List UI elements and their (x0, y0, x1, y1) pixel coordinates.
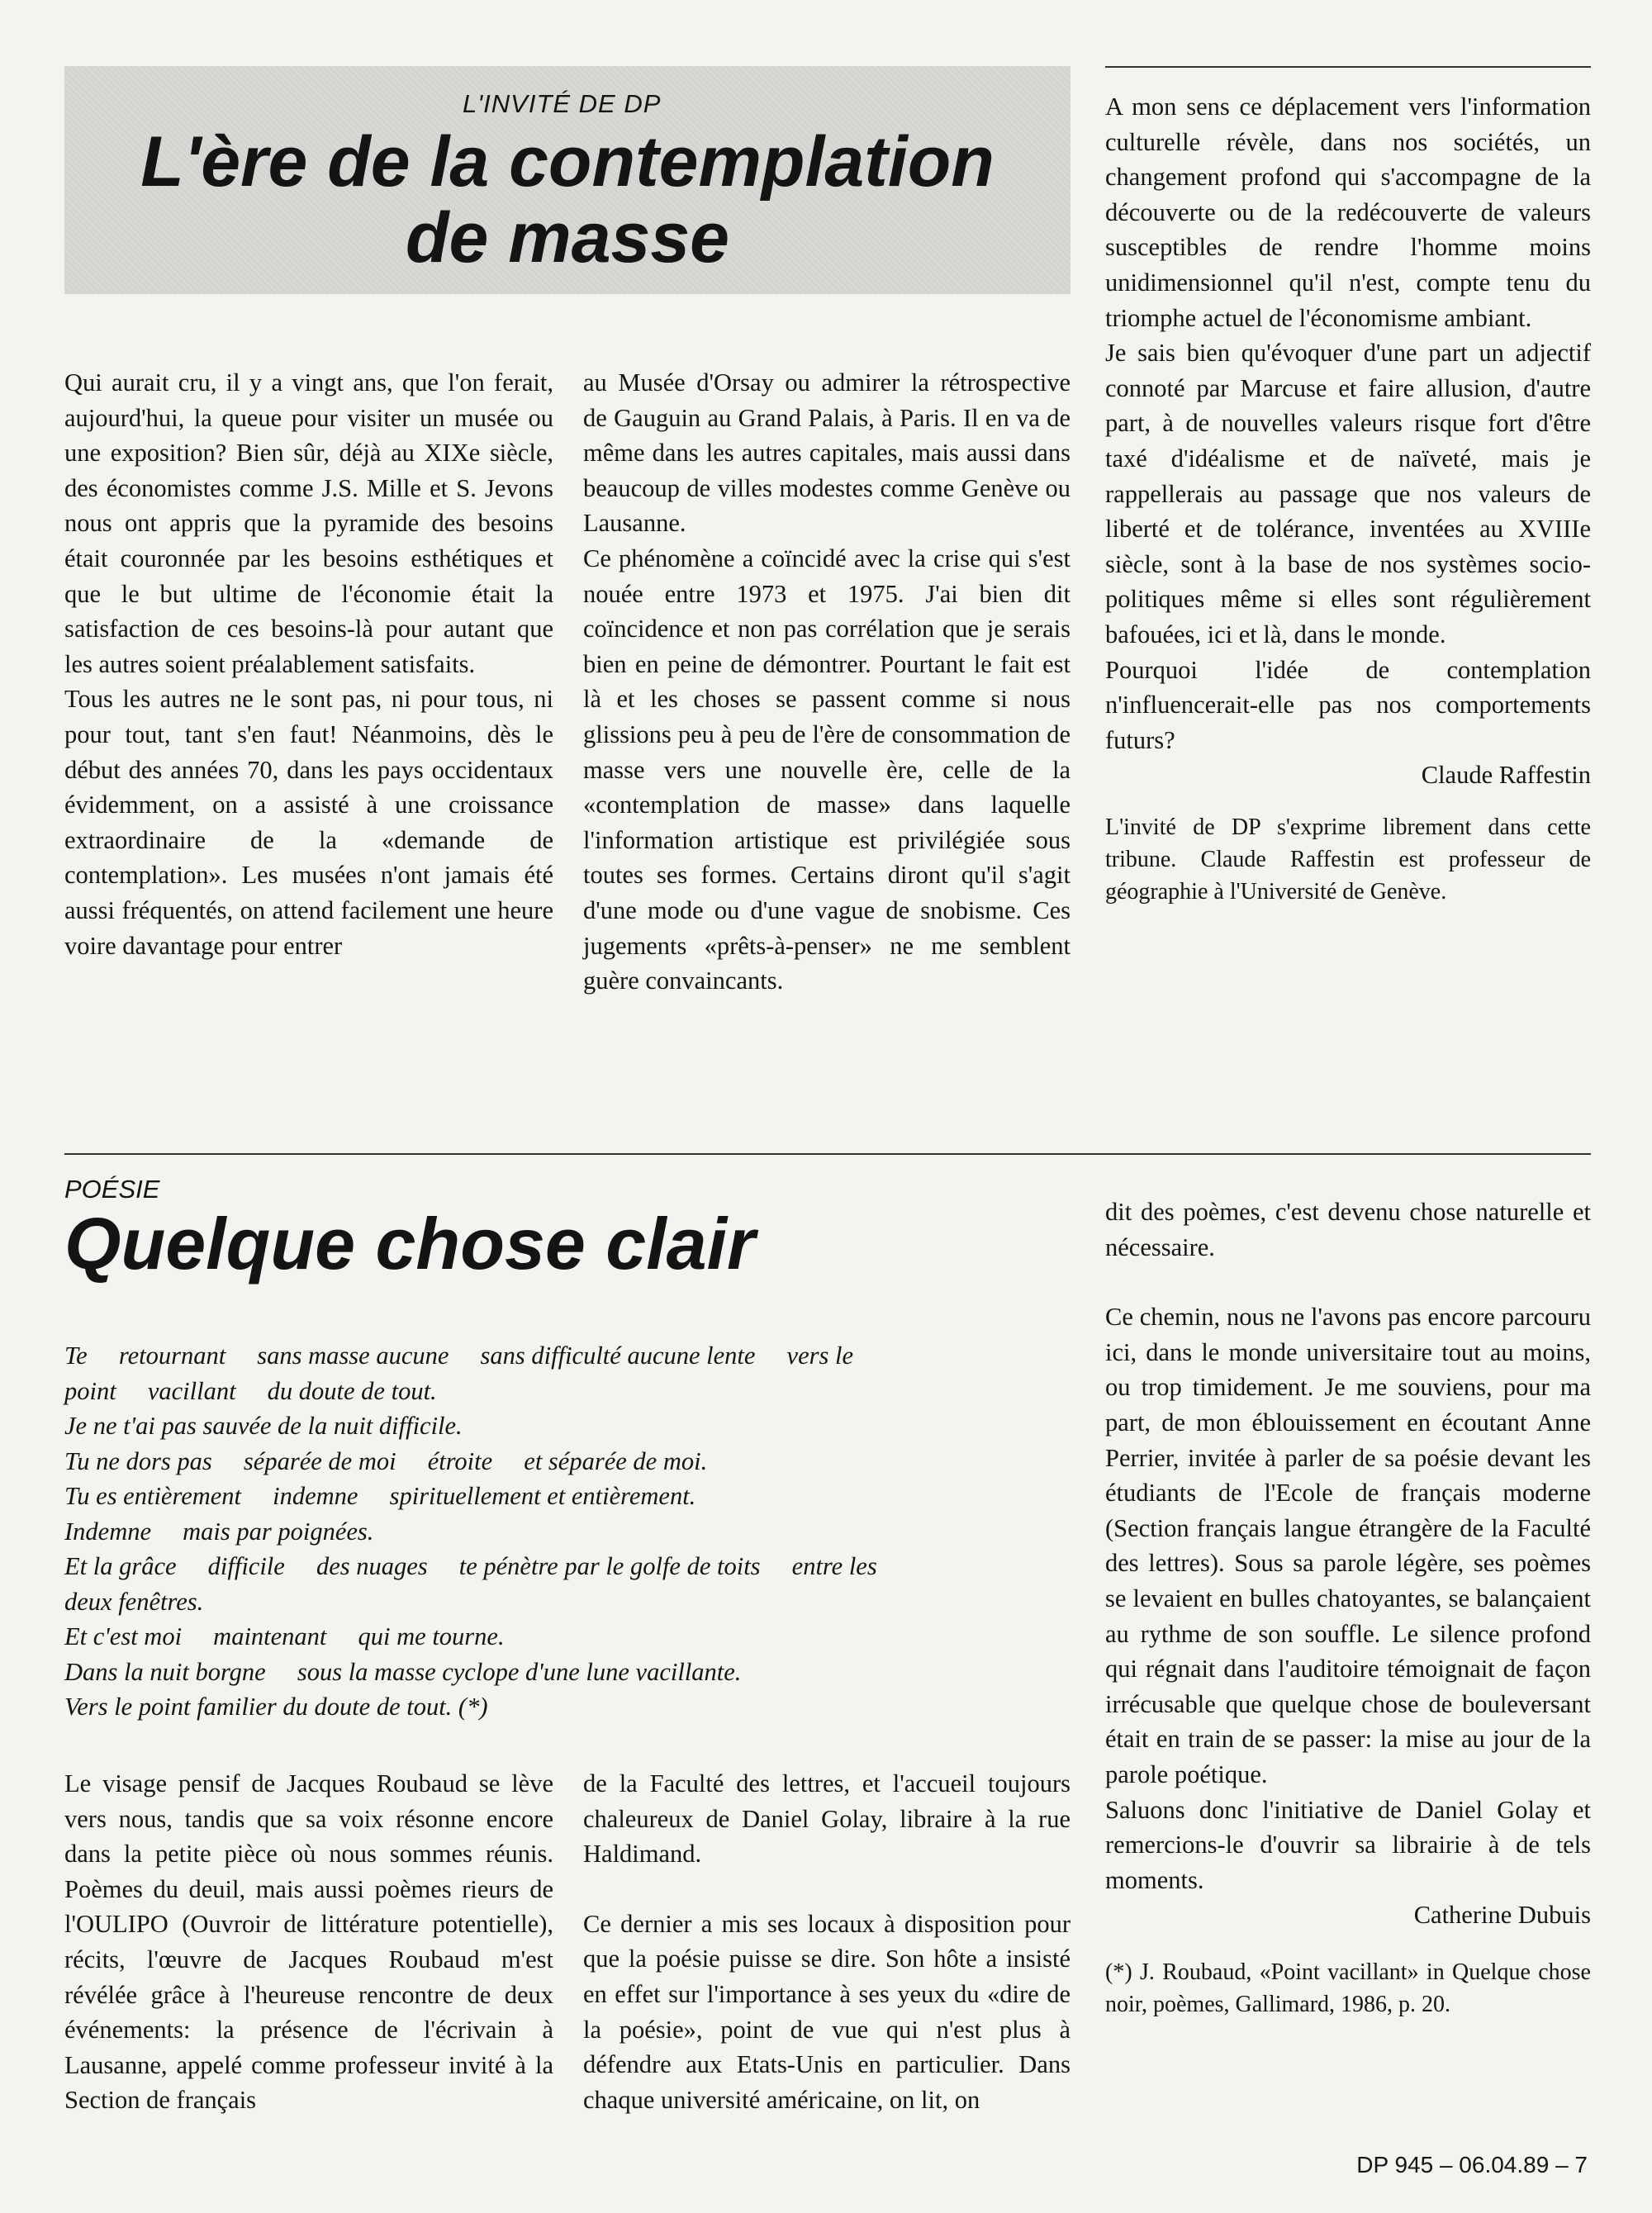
poem-line: Tu es entièrement indemne spirituellement et entièrement. (64, 1482, 696, 1510)
article1-kicker: L'INVITÉ DE DP (463, 89, 662, 118)
poem-line: deux fenêtres. (64, 1587, 204, 1616)
poem-line: Et la grâce difficile des nuages te pénètre par le golfe de toits entre les (64, 1552, 877, 1580)
paragraph: Ce dernier a mis ses locaux à disposition pour que la poésie puisse se dire. Son hôte a insisté en effet sur l'importance à ses yeux du «dire de la poésie», point de vue qui n'est plus à défendre aux Etats-Unis en particulier. Dans chaque université américaine, on lit, on (583, 1909, 1070, 2114)
article2-column-3 (1105, 1194, 1591, 2021)
footnote: (*) J. Roubaud, «Point vacillant» in Quelque chose noir, poèmes, Gallimard, 1986, p. 20. (1105, 1959, 1591, 2017)
column-rule-top (1105, 66, 1591, 68)
poem-line: Dans la nuit borgne sous la masse cyclope d'une lune vacillante. (64, 1657, 742, 1686)
paragraph: de la Faculté des lettres, et l'accueil toujours chaleureux de Daniel Golay, libraire à la rue Haldimand. (583, 1769, 1070, 1869)
article1-title-line2: de masse (405, 198, 730, 278)
paragraph: Le visage pensif de Jacques Roubaud se lève vers nous, tandis que sa voix résonne encore dans la petite pièce où nous sommes réunis. Poèmes du deuil, mais aussi poèmes rieurs de l'OULIPO (Ouvroir de littérature potentielle), récits, l'œuvre de Jacques Roubaud m'est révélée grâce à l'heureuse rencontre de deux événements: la présence de l'écrivain à Lausanne, appelé comme professeur invité à la Section de français (64, 1769, 553, 2115)
article1-title-line1: L'ère de la contemplation (140, 122, 995, 202)
article1-author-note: L'invité de DP s'exprime librement dans cette tribune. Claude Raffestin est professeur de géographie à l'Université de Genève. (1105, 814, 1591, 905)
article2-kicker: POÉSIE (64, 1175, 160, 1204)
paragraph: au Musée d'Orsay ou admirer la rétrospective de Gauguin au Grand Palais, à Paris. Il en va de même dans les autres capitales, mais aussi dans beaucoup de villes modestes comme Genève ou Lausanne. (583, 368, 1070, 538)
article1-column-3 (1105, 89, 1591, 908)
poem (64, 1338, 1039, 1725)
page-footer: DP 945 – 06.04.89 – 7 (1356, 2152, 1588, 2177)
poem-line: Indemne mais par poignées. (64, 1517, 374, 1546)
article2-signature: Catherine Dubuis (1413, 1901, 1591, 1930)
article1-column-1 (64, 365, 553, 963)
article1-signature: Claude Raffestin (1421, 761, 1591, 790)
paragraph: Qui aurait cru, il y a vingt ans, que l'on ferait, aujourd'hui, la queue pour visiter un musée ou une exposition? Bien sûr, déjà au XIXe siècle, des économistes comme J.S. Mille et S. Jevons nous ont appris que la pyramide des besoins était couronnée par les besoins esthétiques et que le but ultime de l'économie était la satisfaction de ces besoins-là pour autant que les autres soient préalablement satisfaits. (64, 368, 553, 678)
poem-line: point vacillant du doute de tout. (64, 1376, 437, 1405)
paragraph: Je sais bien qu'évoquer d'une part un adjectif connoté par Marcuse et faire allusion, d'autre part, à de nouvelles valeurs risque fort d'être taxé d'idéalisme et de naïveté, mais je rappellerais au passage que nos valeurs de liberté et de tolérance, inventées au XVIIIe siècle, sont à la base de nos systèmes socio-politiques même si elles sont régulièrement bafouées, ici et là, dans le monde. (1105, 339, 1591, 648)
paragraph: Pourquoi l'idée de contemplation n'influencerait-elle pas nos comportements futurs? (1105, 655, 1591, 754)
poem-line: Te retournant sans masse aucune sans difficulté aucune lente vers le (64, 1342, 853, 1370)
article1-column-2 (583, 365, 1070, 999)
article2-column-1 (64, 1766, 553, 2118)
poem-line: Je ne t'ai pas sauvée de la nuit difficile. (64, 1412, 463, 1440)
poem-line: Et c'est moi maintenant qui me tourne. (64, 1622, 505, 1650)
paragraph: Tous les autres ne le sont pas, ni pour tous, ni pour tout, tant s'en faut! Néanmoins, dès le début des années 70, dans les pays occidentaux évidemment, on a assisté à une croissance extraordinaire de la «demande de contemplation». Les musées n'ont jamais été aussi fréquentés, on attend facilement une heure voire davantage pour entrer (64, 685, 553, 960)
paragraph: dit des poèmes, c'est devenu chose naturelle et nécessaire. (1105, 1198, 1591, 1261)
article1-title (66, 124, 1069, 276)
article2-column-2 (583, 1766, 1070, 2117)
paragraph: Ce chemin, nous ne l'avons pas encore parcouru ici, dans le monde universitaire tout au moins, ou trop timidement. Je me souviens, pour ma part, de mon éblouissement en écoutant Anne Perrier, invitée à parler de sa poésie devant les étudiants de l'Ecole de français moderne (Section français langue étrangère de la Faculté des lettres). Sous sa parole légère, ses poèmes se levaient en bulles chatoyantes, se balançaient au rythme de son souffle. Le silence profond qui régnait dans l'auditoire témoignait de façon irrécusable que quelque chose de bouleversant était en train de se passer: la mise au jour de la parole poétique. (1105, 1303, 1591, 1788)
article2-title: Quelque chose clair (64, 1203, 756, 1285)
poem-line: Vers le point familier du doute de tout. (*) (64, 1693, 488, 1721)
paragraph: Saluons donc l'initiative de Daniel Golay et remercions-le d'ouvrir sa librairie à de tels moments. (1105, 1795, 1591, 1894)
poem-line: Tu ne dors pas séparée de moi étroite et séparée de moi. (64, 1446, 708, 1475)
article-separator (64, 1153, 1591, 1155)
paragraph: Ce phénomène a coïncidé avec la crise qui s'est nouée entre 1973 et 1975. J'ai bien dit coïncidence et non pas corrélation que je serais bien en peine de démontrer. Pourtant le fait est là et les choses se passent comme si nous glissions peu à peu de l'ère de consommation de masse vers une nouvelle ère, celle de la «contemplation de masse» dans laquelle l'information artistique est privilégiée sous toutes ses formes. Certains diront qu'il s'agit d'une mode ou d'une vague de snobisme. Ces jugements «prêts-à-penser» ne me semblent guère convaincants. (583, 544, 1070, 995)
paragraph: A mon sens ce déplacement vers l'information culturelle révèle, dans nos sociétés, un changement profond qui s'accompagne de la découverte ou de la redécouverte de valeurs susceptibles de rendre l'homme moins unidimensionnel qu'il n'est, compte tenu du triomphe actuel de l'économisme ambiant. (1105, 93, 1591, 332)
